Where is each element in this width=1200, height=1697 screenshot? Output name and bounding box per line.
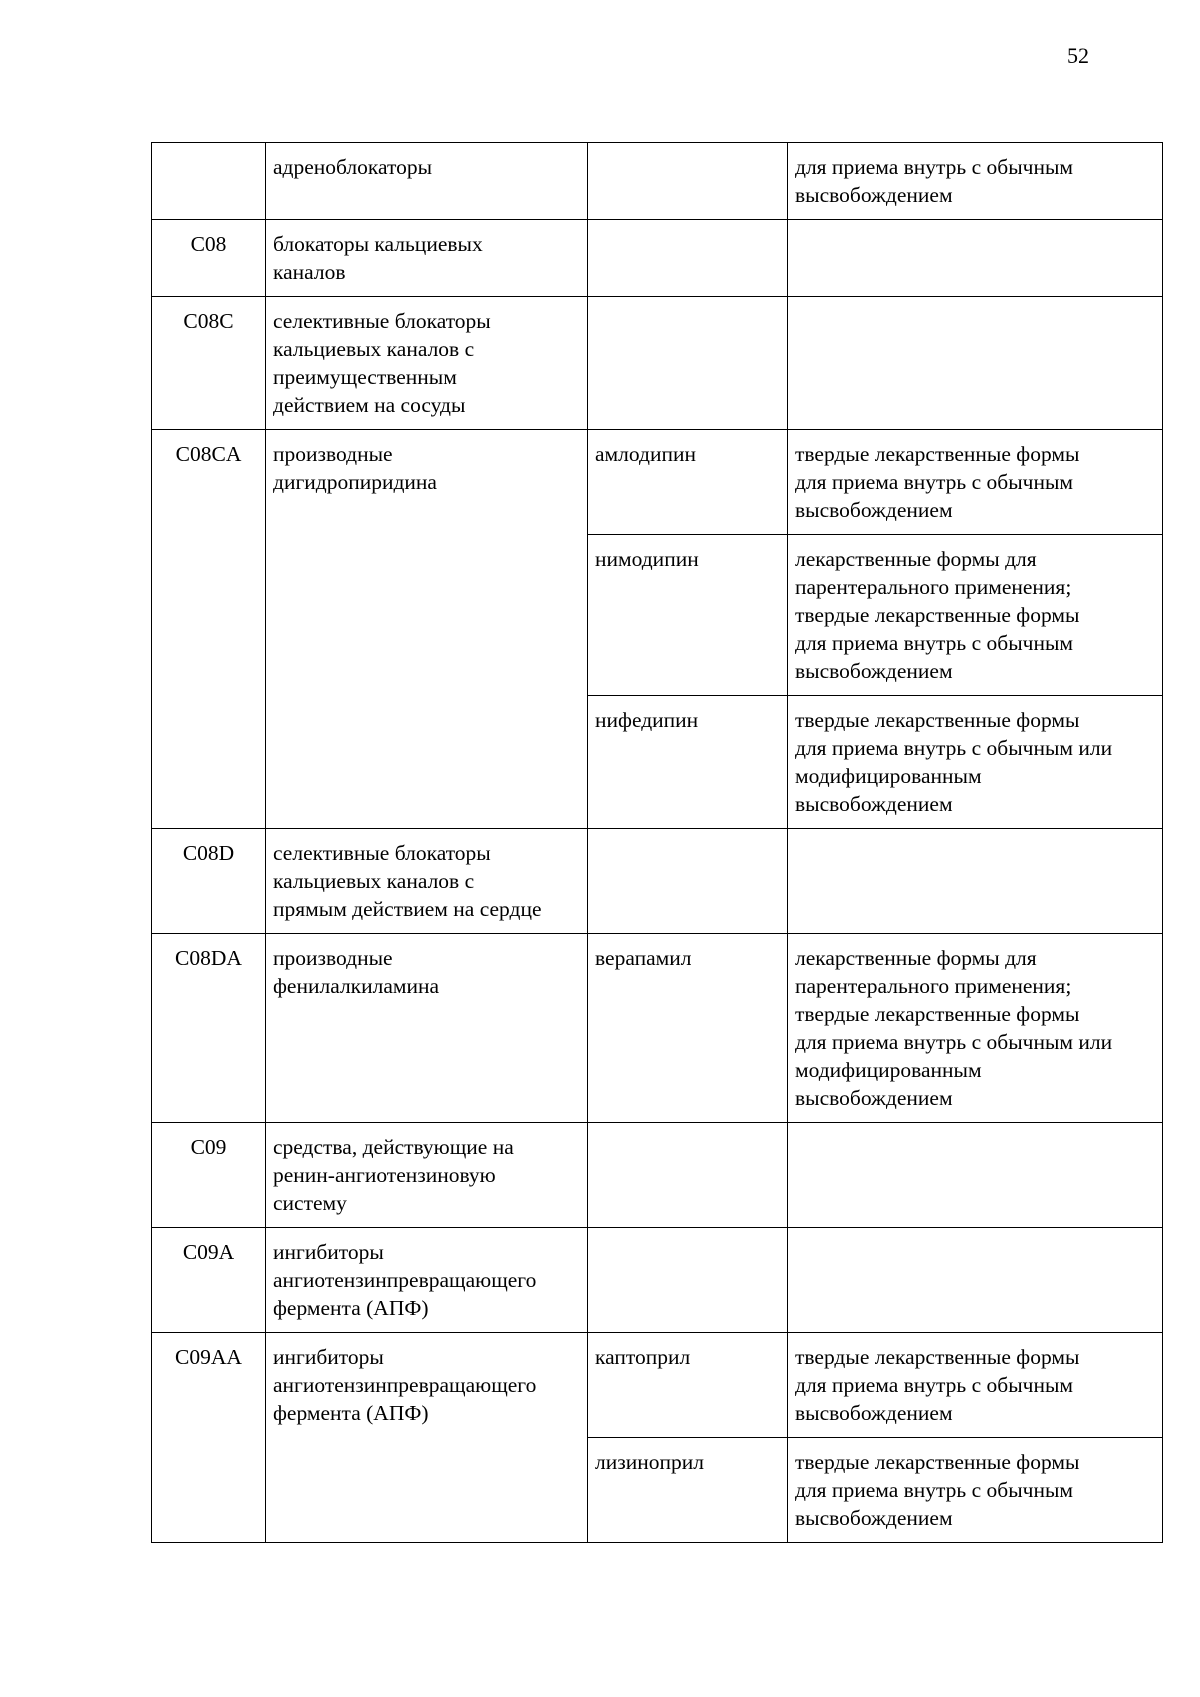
form-cell: твердые лекарственные формы для приема внутрь с обычным или модифицированным высвобождением	[788, 696, 1163, 829]
table-row	[152, 143, 1163, 220]
group-cell: блокаторы кальциевых каналов	[266, 220, 588, 297]
atc-code-cell: C08DA	[152, 934, 266, 1123]
drug-cell	[588, 1228, 788, 1333]
atc-code-cell	[152, 143, 266, 220]
drug-cell	[588, 1123, 788, 1228]
atc-code-cell: C08D	[152, 829, 266, 934]
form-cell	[788, 829, 1163, 934]
atc-code-cell: C09	[152, 1123, 266, 1228]
group-cell: селективные блокаторы кальциевых каналов с преимущественным действием на сосуды	[266, 297, 588, 430]
form-cell: лекарственные формы для парентерального применения; твердые лекарственные формы для приема внутрь с обычным или модифицированным высвобождением	[788, 934, 1163, 1123]
atc-code-cell: C09A	[152, 1228, 266, 1333]
form-cell: твердые лекарственные формы для приема внутрь с обычным высвобождением	[788, 1438, 1163, 1543]
drug-cell	[588, 297, 788, 430]
group-cell: средства, действующие на ренин-ангиотензиновую систему	[266, 1123, 588, 1228]
table-row	[152, 1228, 1163, 1333]
table-row	[152, 934, 1163, 1123]
drug-cell: лизиноприл	[588, 1438, 788, 1543]
group-cell: производные фенилалкиламина	[266, 934, 588, 1123]
form-cell: твердые лекарственные формы для приема внутрь с обычным высвобождением	[788, 430, 1163, 535]
atc-code-cell: C08	[152, 220, 266, 297]
form-cell	[788, 220, 1163, 297]
atc-code-cell: C08CA	[152, 430, 266, 829]
drug-cell: каптоприл	[588, 1333, 788, 1438]
form-cell: твердые лекарственные формы для приема внутрь с обычным высвобождением	[788, 1333, 1163, 1438]
form-cell	[788, 1123, 1163, 1228]
drug-cell	[588, 829, 788, 934]
atc-code-cell: C08C	[152, 297, 266, 430]
drug-cell: верапамил	[588, 934, 788, 1123]
group-cell: адреноблокаторы	[266, 143, 588, 220]
group-cell: производные дигидропиридина	[266, 430, 588, 829]
form-cell	[788, 297, 1163, 430]
drug-cell: нифедипин	[588, 696, 788, 829]
form-cell: для приема внутрь с обычным высвобождением	[788, 143, 1163, 220]
form-cell	[788, 1228, 1163, 1333]
drug-cell	[588, 220, 788, 297]
table-row	[152, 829, 1163, 934]
form-cell: лекарственные формы для парентерального применения; твердые лекарственные формы для приема внутрь с обычным высвобождением	[788, 535, 1163, 696]
drug-table	[151, 142, 1163, 1543]
group-cell: ингибиторы ангиотензинпревращающего фермента (АПФ)	[266, 1333, 588, 1543]
drug-cell	[588, 143, 788, 220]
table-row	[152, 1333, 1163, 1438]
table-row	[152, 220, 1163, 297]
atc-code-cell: C09AA	[152, 1333, 266, 1543]
page-number: 52	[1067, 43, 1089, 68]
drug-cell: нимодипин	[588, 535, 788, 696]
group-cell: селективные блокаторы кальциевых каналов с прямым действием на сердце	[266, 829, 588, 934]
drug-cell: амлодипин	[588, 430, 788, 535]
table-row	[152, 297, 1163, 430]
table-row	[152, 430, 1163, 535]
group-cell: ингибиторы ангиотензинпревращающего фермента (АПФ)	[266, 1228, 588, 1333]
table-row	[152, 1123, 1163, 1228]
